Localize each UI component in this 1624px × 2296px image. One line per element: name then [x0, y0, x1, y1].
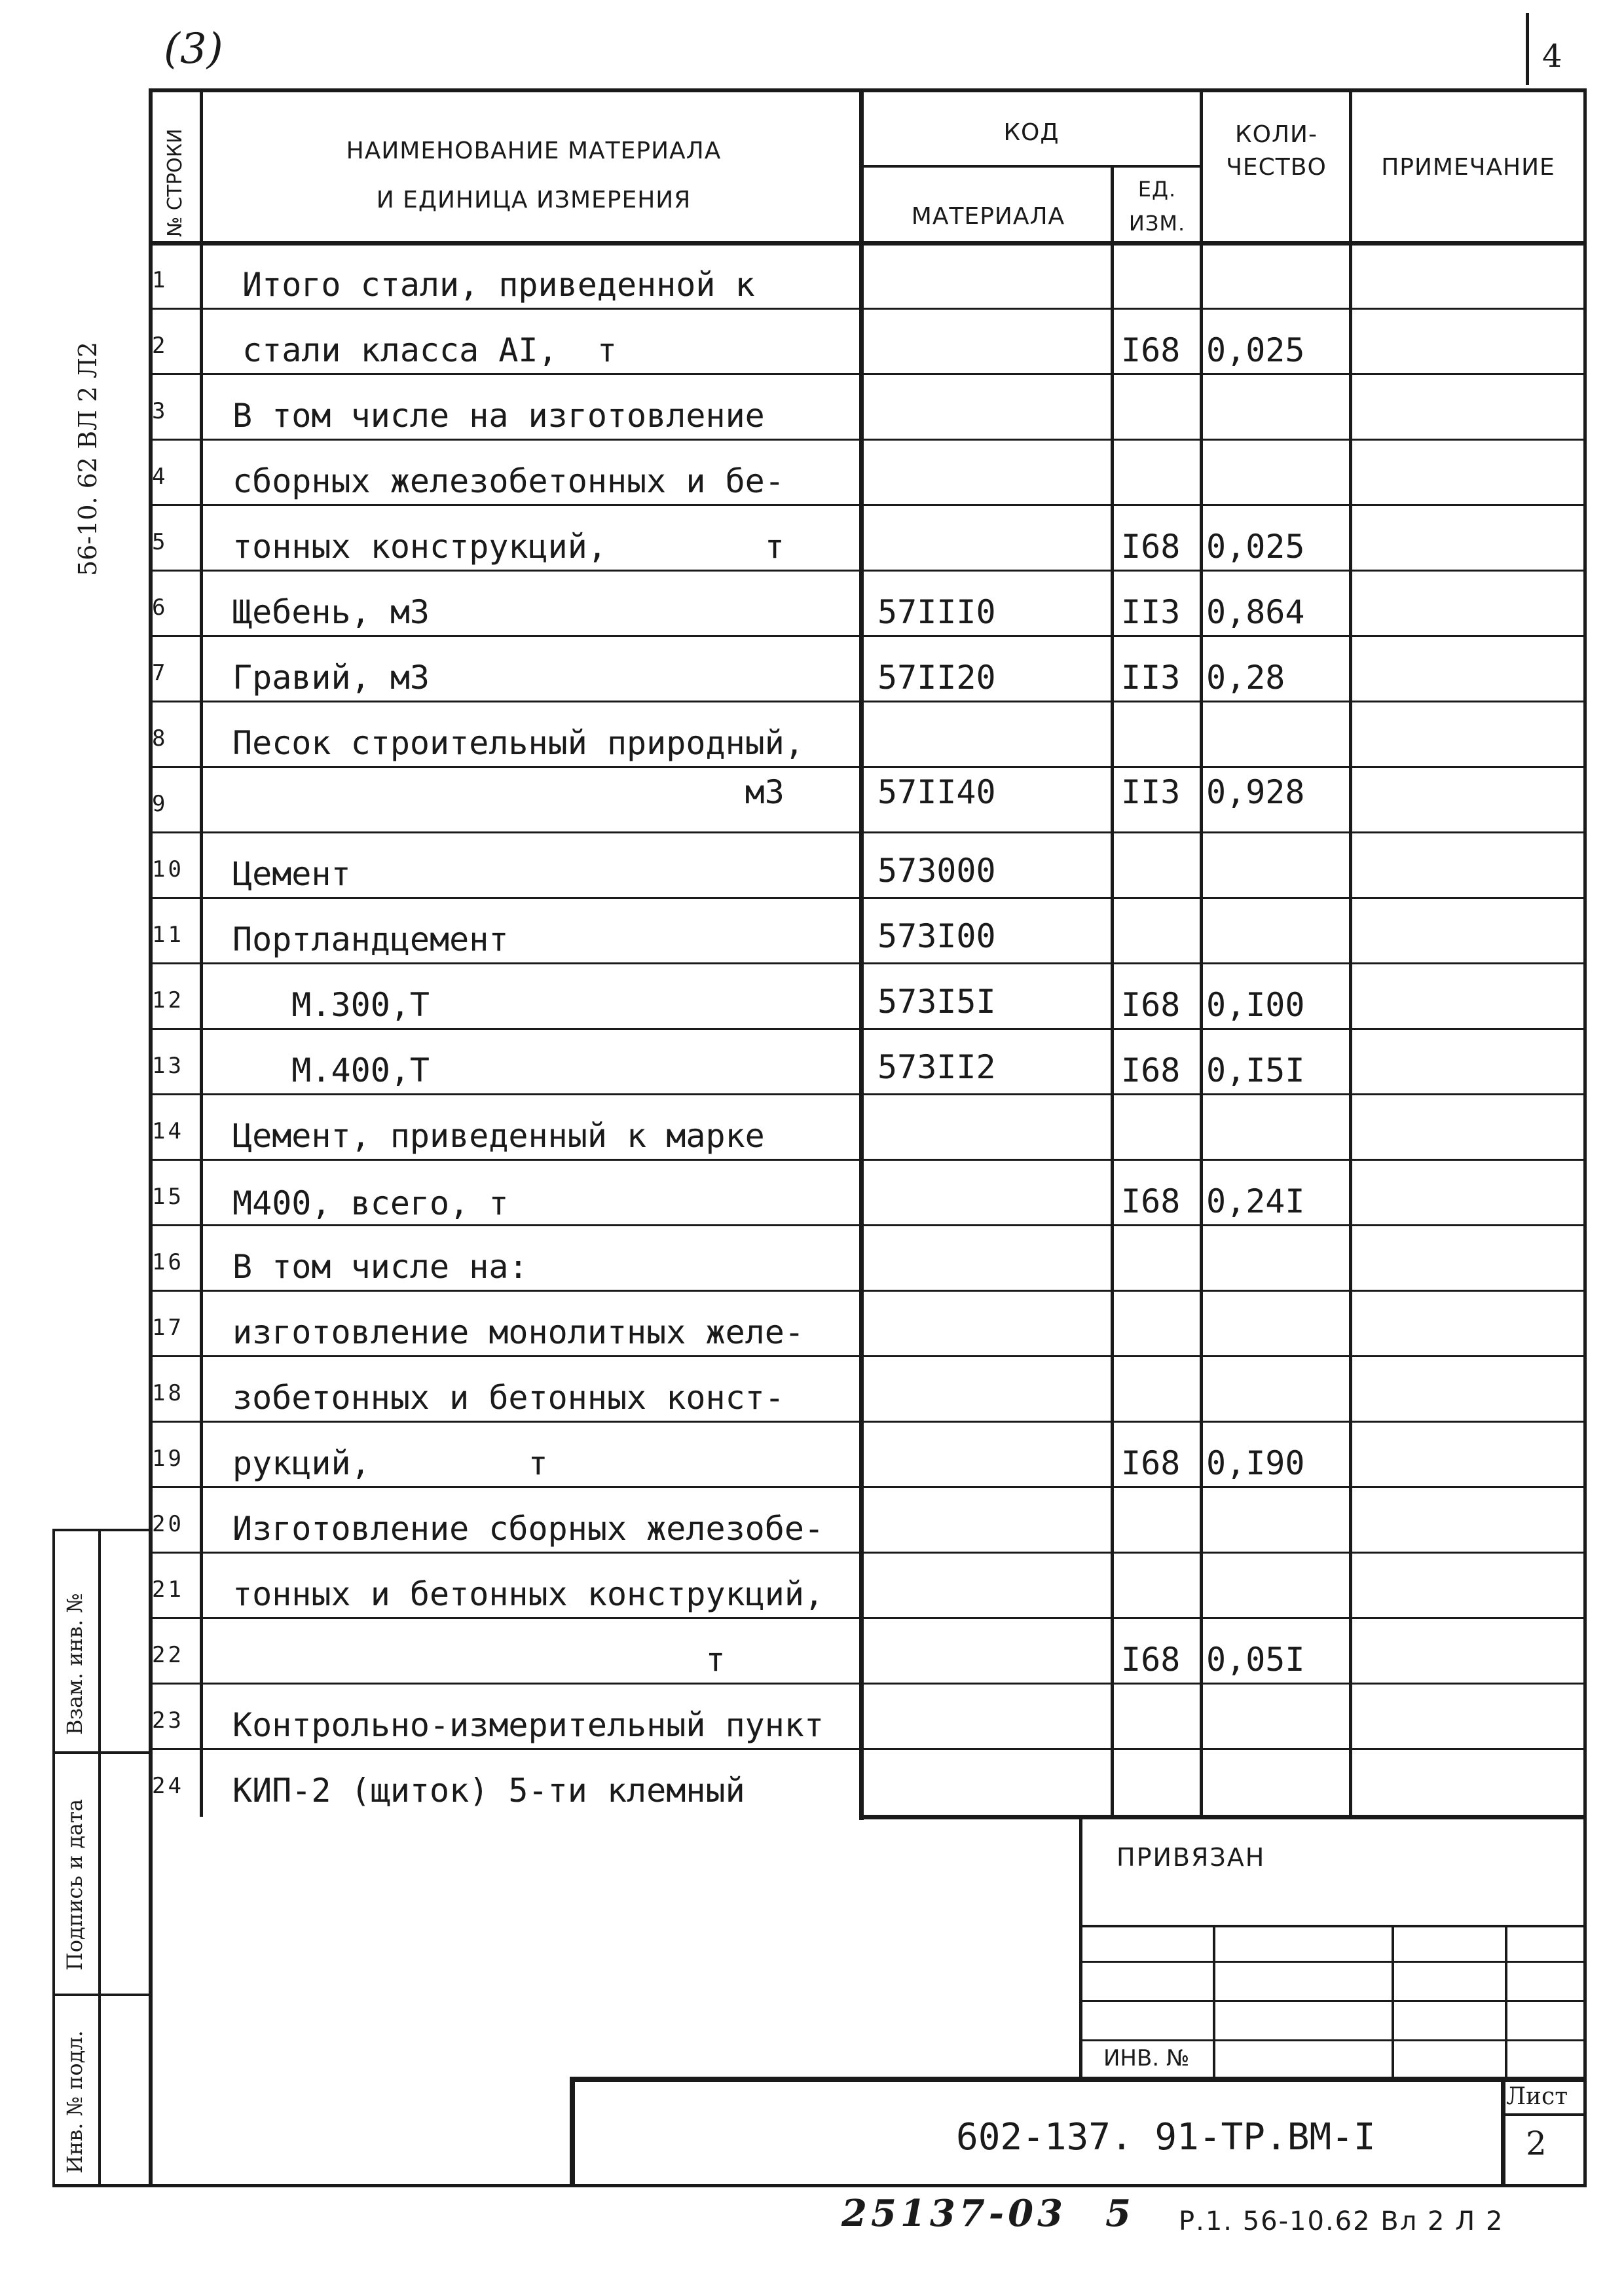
row-number: 15	[152, 1184, 184, 1210]
row-number: 11	[152, 922, 184, 948]
row-name: т	[232, 1641, 726, 1679]
header-code: КОД	[1003, 119, 1060, 146]
row-code: 573II2	[877, 1048, 996, 1086]
row-qty: 0,025	[1206, 528, 1305, 566]
row-unit: I68	[1121, 331, 1181, 369]
side-stamp-podpis: Подпись и дата	[62, 1798, 87, 1971]
row-name: изготовление монолитных желе-	[232, 1313, 804, 1351]
row-name: Портландцемент	[232, 920, 509, 958]
row-qty: 0,05I	[1206, 1641, 1305, 1679]
header-row-number: № СТРОКИ	[164, 128, 187, 237]
header-note: ПРИМЕЧАНИЕ	[1381, 154, 1555, 181]
row-number: 13	[152, 1053, 184, 1079]
row-number: 12	[152, 987, 184, 1013]
row-number: 18	[152, 1380, 184, 1406]
row-number: 3	[152, 398, 168, 424]
row-unit: I68	[1121, 986, 1181, 1024]
row-code: 57II20	[877, 659, 996, 697]
row-name: В том числе на:	[232, 1248, 528, 1286]
header-qty-line2: ЧЕСТВО	[1226, 154, 1327, 181]
document-designation: 602-137. 91-ТР.ВМ-I	[956, 2116, 1376, 2159]
row-name: тонных и бетонных конструкций,	[232, 1575, 824, 1613]
row-name: стали класса AI, т	[242, 331, 617, 369]
row-code: 573000	[877, 852, 996, 890]
row-number: 2	[152, 333, 168, 359]
row-code: 573I5I	[877, 983, 996, 1021]
row-name: зобетонных и бетонных конст-	[232, 1379, 784, 1417]
row-number: 22	[152, 1642, 184, 1668]
row-unit: I68	[1121, 528, 1181, 566]
side-stamp-inv-podl: Инв. № подл.	[62, 2030, 87, 2174]
row-name: м3	[232, 773, 784, 811]
row-unit: I68	[1121, 1444, 1181, 1482]
row-number: 1	[152, 267, 168, 293]
row-number: 4	[152, 464, 168, 490]
row-number: 23	[152, 1707, 184, 1734]
header-qty-line1: КОЛИ-	[1235, 121, 1318, 148]
row-name: Цемент, приведенный к марке	[232, 1117, 765, 1155]
row-number: 14	[152, 1118, 184, 1144]
row-name: Песок строительный природный,	[232, 724, 804, 762]
row-qty: 0,I5I	[1206, 1051, 1305, 1089]
row-number: 10	[152, 856, 184, 883]
row-number: 6	[152, 594, 168, 621]
archive-number: 25137-03	[841, 2192, 1067, 2235]
side-stamp-vzam: Взам. инв. №	[62, 1593, 87, 1735]
row-code: 57II40	[877, 773, 996, 811]
row-name: сборных железобетонных и бе-	[232, 462, 784, 500]
row-number: 16	[152, 1249, 184, 1275]
page-number: 4	[1542, 38, 1562, 75]
inv-no-label: ИНВ. №	[1103, 2045, 1190, 2071]
sheet-label: Лист	[1506, 2083, 1568, 2110]
row-number: 17	[152, 1315, 184, 1341]
page-number-divider	[1526, 13, 1529, 85]
header-unit-line1: ЕД.	[1137, 177, 1177, 202]
row-name: М.300,Т	[232, 986, 430, 1024]
row-qty: 0,24I	[1206, 1182, 1305, 1220]
row-unit: I68	[1121, 1182, 1181, 1220]
row-name: Контрольно-измерительный пункт	[232, 1706, 824, 1744]
row-name: М400, всего, т	[232, 1184, 509, 1222]
row-unit: II3	[1121, 659, 1181, 697]
row-qty: 0,I90	[1206, 1444, 1305, 1482]
row-qty: 0,28	[1206, 659, 1285, 697]
side-code: 56-10. 62 ВЛ 2 Л2	[73, 342, 102, 576]
header-name-line2: И ЕДИНИЦА ИЗМЕРЕНИЯ	[376, 187, 692, 213]
row-name: Гравий, м3	[232, 659, 430, 697]
row-code: 573I00	[877, 917, 996, 955]
row-unit: II3	[1121, 593, 1181, 631]
row-qty: 0,928	[1206, 773, 1305, 811]
header-unit-line2: ИЗМ.	[1128, 211, 1186, 236]
footer-reference: Р.1. 56-10.62 Вл 2 Л 2	[1179, 2206, 1504, 2236]
row-qty: 0,864	[1206, 593, 1305, 631]
row-name: В том числе на изготовление	[232, 397, 765, 435]
footer-number: 5	[1105, 2192, 1131, 2235]
sheet-number: 2	[1526, 2124, 1547, 2162]
row-number: 24	[152, 1773, 184, 1799]
row-number: 19	[152, 1446, 184, 1472]
row-name: тонных конструкций, т	[232, 528, 784, 566]
row-number: 20	[152, 1511, 184, 1537]
row-qty: 0,025	[1206, 331, 1305, 369]
row-name: Щебень, м3	[232, 593, 430, 631]
row-name: рукций, т	[232, 1444, 548, 1482]
row-unit: II3	[1121, 773, 1181, 811]
row-name: Изготовление сборных железобе-	[232, 1510, 824, 1548]
row-number: 21	[152, 1576, 184, 1603]
privyazan-label: ПРИВЯЗАН	[1116, 1843, 1266, 1872]
row-unit: I68	[1121, 1641, 1181, 1679]
row-code: 57III0	[877, 593, 996, 631]
row-name: М.400,Т	[232, 1051, 430, 1089]
row-name: КИП-2 (щиток) 5-ти клемный	[232, 1772, 745, 1810]
row-qty: 0,I00	[1206, 986, 1305, 1024]
row-number: 8	[152, 725, 168, 752]
row-name: Цемент	[232, 855, 351, 893]
row-name: Итого стали, приведенной к	[242, 266, 755, 304]
header-name-line1: НАИМЕНОВАНИЕ МАТЕРИАЛА	[346, 137, 722, 164]
section-mark: (3)	[164, 25, 223, 73]
row-number: 5	[152, 529, 168, 555]
header-material: МАТЕРИАЛА	[911, 203, 1065, 230]
row-number: 9	[152, 791, 168, 817]
row-unit: I68	[1121, 1051, 1181, 1089]
row-number: 7	[152, 660, 168, 686]
